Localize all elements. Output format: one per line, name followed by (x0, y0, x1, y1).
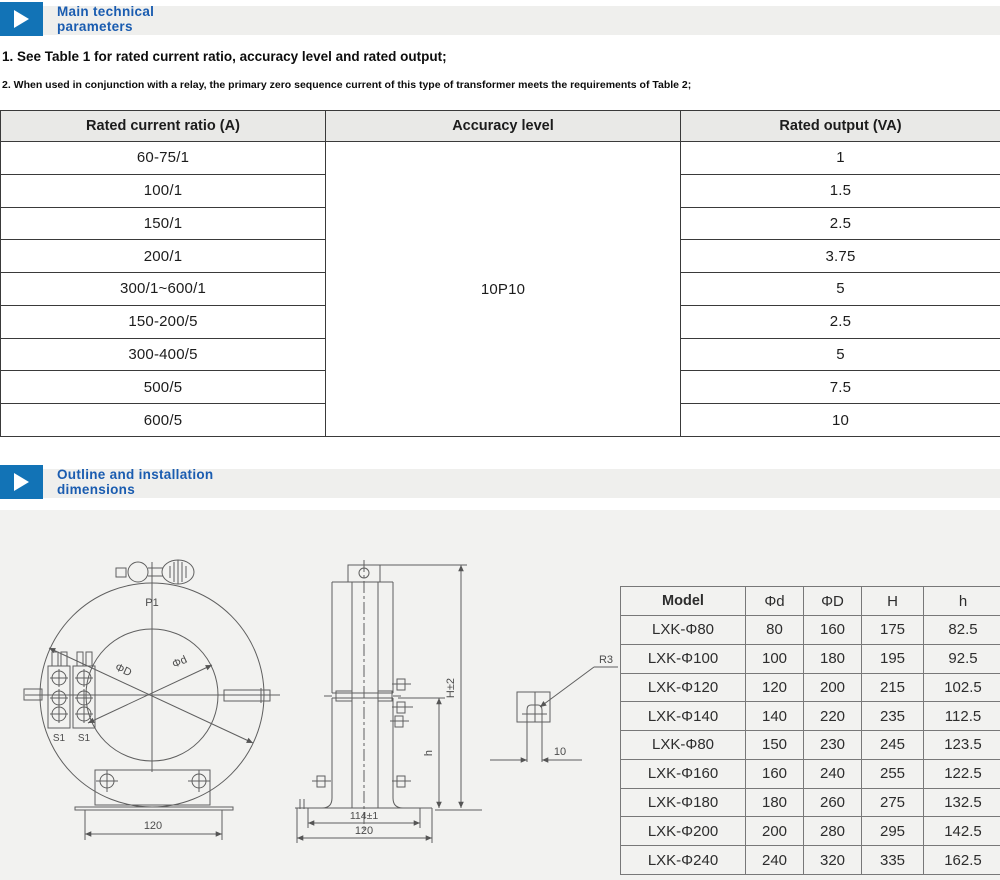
dims-header-phi-D: ΦD (804, 587, 862, 616)
section1-title-line1: Main technical (57, 4, 155, 19)
ratings-header-row (1, 111, 1000, 142)
dimensions-table-row (621, 817, 1000, 846)
phi-d-cell: 100 (746, 644, 804, 673)
rated-output-cell: 1.5 (681, 174, 1000, 207)
phi-d-cell: 200 (746, 817, 804, 846)
mounting-bracket (75, 770, 233, 810)
top-clamp-bolt (116, 560, 194, 584)
rated-current-ratio-cell: 100/1 (1, 174, 326, 207)
rated-current-ratio-cell: 60-75/1 (1, 142, 326, 175)
phi-d-cell: 240 (746, 846, 804, 875)
dimensions-header-row (621, 587, 1000, 616)
rated-output-cell: 1 (681, 142, 1000, 175)
model-cell: LXK-Φ140 (621, 702, 746, 731)
core-height-label: h (423, 749, 435, 757)
section1-title (57, 4, 154, 34)
outer-diameter-label: ΦD (113, 661, 134, 680)
radius-label: R3 (598, 654, 614, 666)
h-cell: 123.5 (924, 731, 1000, 760)
dimensions-table-row (621, 673, 1000, 702)
dimensions-table-row (621, 702, 1000, 731)
phi-D-cell: 200 (804, 673, 862, 702)
rated-current-ratio-cell: 150/1 (1, 207, 326, 240)
dimensions-table-row (621, 644, 1000, 673)
dims-header-model: Model (621, 587, 746, 616)
dimensions-table-row (621, 788, 1000, 817)
phi-d-cell: 160 (746, 759, 804, 788)
phi-D-cell: 220 (804, 702, 862, 731)
phi-D-cell: 240 (804, 759, 862, 788)
clamp-bolts (312, 679, 413, 787)
side-base-width-label: 120 (354, 825, 374, 837)
H-cell: 295 (862, 817, 924, 846)
H-cell: 175 (862, 616, 924, 645)
ratings-header-output: Rated output (VA) (681, 111, 1000, 142)
H-cell: 335 (862, 846, 924, 875)
rated-output-cell: 5 (681, 338, 1000, 371)
phi-d-cell: 180 (746, 788, 804, 817)
front-view-drawing (24, 560, 280, 840)
phi-D-cell: 320 (804, 846, 862, 875)
model-cell: LXK-Φ100 (621, 644, 746, 673)
h-cell: 142.5 (924, 817, 1000, 846)
dimensions-table-row (621, 731, 1000, 760)
H-cell: 275 (862, 788, 924, 817)
inner-diameter-arrow (88, 665, 212, 723)
hole-spacing-label: 114±1 (349, 810, 379, 822)
outline-drawings (0, 510, 660, 880)
rated-output-cell: 3.75 (681, 240, 1000, 273)
h-cell: 92.5 (924, 644, 1000, 673)
model-cell: LXK-Φ160 (621, 759, 746, 788)
model-cell: LXK-Φ200 (621, 817, 746, 846)
phi-d-cell: 150 (746, 731, 804, 760)
note-2: 2. When used in conjunction with a relay, the primary zero sequence current of this type of transformer meets the requirements of Table 2; (2, 79, 692, 91)
h-cell: 112.5 (924, 702, 1000, 731)
p1-terminal-label: P1 (145, 597, 159, 609)
radius-leader (540, 667, 594, 707)
ratings-header-ratio: Rated current ratio (A) (1, 111, 326, 142)
phi-D-cell: 230 (804, 731, 862, 760)
h-cell: 82.5 (924, 616, 1000, 645)
dimensions-table-row (621, 616, 1000, 645)
detail-view-drawing (490, 654, 618, 762)
ratings-table (0, 110, 1000, 437)
side-view-drawing (295, 560, 482, 843)
front-base-width-label: 120 (143, 820, 163, 832)
dimensions-table-body (621, 616, 1000, 875)
h-cell: 132.5 (924, 788, 1000, 817)
play-icon (14, 473, 29, 491)
H-cell: 195 (862, 644, 924, 673)
phi-d-cell: 80 (746, 616, 804, 645)
dims-header-h: h (924, 587, 1000, 616)
h-cell: 122.5 (924, 759, 1000, 788)
rated-output-cell: 2.5 (681, 207, 1000, 240)
secondary-terminal-blocks (48, 652, 95, 728)
rated-current-ratio-cell: 150-200/5 (1, 305, 326, 338)
overall-height-label: H±2 (445, 677, 457, 699)
section2-title-line1: Outline and installation (57, 467, 214, 482)
phi-D-cell: 160 (804, 616, 862, 645)
h-cell: 102.5 (924, 673, 1000, 702)
H-cell: 235 (862, 702, 924, 731)
dimensions-table (620, 586, 1000, 875)
note-1: 1. See Table 1 for rated current ratio, accuracy level and rated output; (2, 49, 447, 64)
model-cell: LXK-Φ240 (621, 846, 746, 875)
phi-d-cell: 120 (746, 673, 804, 702)
model-cell: LXK-Φ120 (621, 673, 746, 702)
inner-diameter-label: Φd (170, 653, 190, 671)
H-cell: 245 (862, 731, 924, 760)
rated-output-cell: 5 (681, 273, 1000, 306)
s1-label-right: S1 (77, 733, 91, 744)
phi-D-cell: 280 (804, 817, 862, 846)
rated-output-cell: 2.5 (681, 305, 1000, 338)
rated-output-cell: 7.5 (681, 371, 1000, 404)
rated-current-ratio-cell: 200/1 (1, 240, 326, 273)
dimensions-table-row (621, 846, 1000, 875)
play-icon (14, 10, 29, 28)
model-cell: LXK-Φ180 (621, 788, 746, 817)
phi-D-cell: 260 (804, 788, 862, 817)
rated-output-cell: 10 (681, 404, 1000, 437)
section2-title-line2: dimensions (57, 482, 136, 497)
dimensions-table-row (621, 759, 1000, 788)
ratings-header-accuracy: Accuracy level (326, 111, 681, 142)
rated-current-ratio-cell: 500/5 (1, 371, 326, 404)
dims-header-phi-d: Φd (746, 587, 804, 616)
accuracy-level-cell: 10P10 (326, 142, 681, 437)
s1-label-left: S1 (52, 733, 66, 744)
section2-header-box (0, 465, 43, 499)
section2-title (57, 467, 213, 497)
model-cell: LXK-Φ80 (621, 616, 746, 645)
ratings-table-body (1, 142, 1000, 437)
h-cell: 162.5 (924, 846, 1000, 875)
phi-D-cell: 180 (804, 644, 862, 673)
model-cell: LXK-Φ80 (621, 731, 746, 760)
rated-current-ratio-cell: 300/1~600/1 (1, 273, 326, 306)
detail-block (517, 692, 550, 722)
rated-current-ratio-cell: 300-400/5 (1, 338, 326, 371)
H-cell: 255 (862, 759, 924, 788)
section1-header-box (0, 2, 43, 36)
rated-current-ratio-cell: 600/5 (1, 404, 326, 437)
phi-d-cell: 140 (746, 702, 804, 731)
dims-header-H: H (862, 587, 924, 616)
section1-title-line2: parameters (57, 19, 133, 34)
slot-width-label: 10 (553, 746, 567, 758)
H-cell: 215 (862, 673, 924, 702)
ratings-table-row (1, 142, 1000, 175)
